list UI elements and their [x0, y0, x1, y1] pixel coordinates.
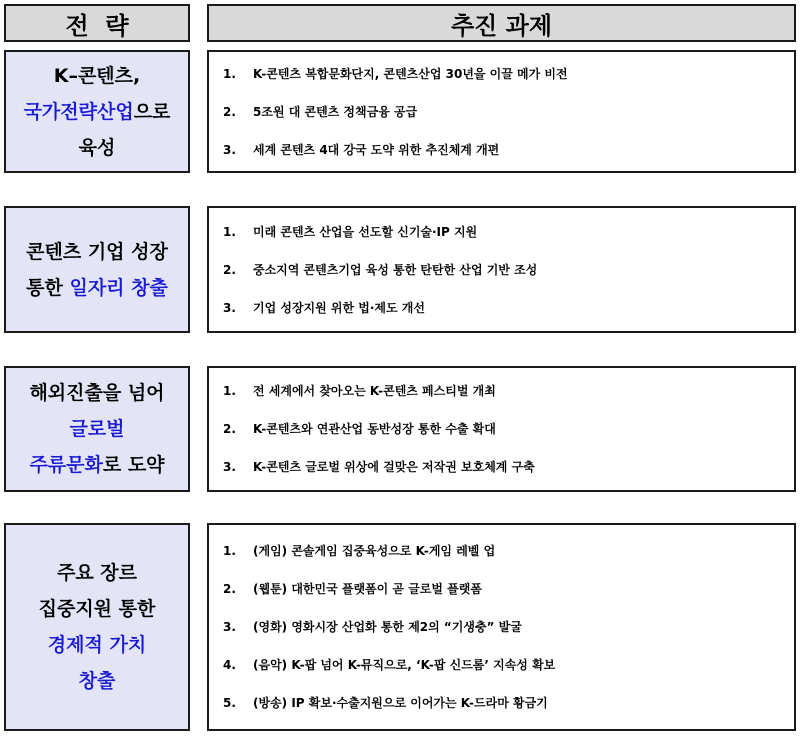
task-item	[223, 448, 794, 486]
strategy-text	[26, 234, 168, 306]
task-text: 중소지역 콘텐츠기업 육성 통한 탄탄한 산업 기반 조성	[253, 262, 538, 277]
task-number: 3.	[223, 142, 236, 157]
strategy-line	[39, 627, 156, 663]
strategy-segment: 콘텐츠 기업 성장	[26, 240, 168, 263]
task-item	[223, 608, 794, 646]
tasks-box-3	[207, 366, 796, 492]
tasks-box-4	[207, 523, 796, 731]
strategy-text	[39, 555, 156, 699]
strategy-line	[24, 94, 171, 130]
strategy-line	[26, 234, 168, 270]
task-item	[223, 289, 794, 327]
task-item	[223, 55, 794, 93]
strategy-line	[24, 58, 171, 94]
strategy-highlight: 국가전략산업	[23, 100, 134, 123]
strategy-text	[29, 375, 164, 483]
strategy-line	[29, 411, 164, 447]
tasks-box-2	[207, 206, 796, 333]
tasks-header-label: 추진 과제	[450, 11, 553, 40]
strategy-segment: K–콘텐츠,	[53, 64, 141, 87]
task-item	[223, 372, 794, 410]
task-text: K-콘텐츠와 연관산업 동반성장 통한 수출 확대	[253, 422, 496, 436]
strategy-segment: 로 도약	[102, 454, 165, 476]
task-number: 2.	[223, 262, 236, 277]
task-number: 1.	[223, 384, 236, 398]
task-text: 미래 콘텐츠 산업을 선도할 신기술·IP 지원	[253, 224, 478, 239]
strategy-line	[39, 663, 156, 699]
task-text: 5조원 대 콘텐츠 정책금융 공급	[253, 104, 418, 119]
task-text: (영화) 영화시장 산업화 통한 제2의 “기생충” 발굴	[253, 620, 522, 634]
strategy-box-3	[4, 366, 190, 492]
task-item	[223, 251, 794, 289]
tasks-header	[207, 4, 796, 42]
task-number: 2.	[223, 104, 236, 119]
task-text: (웹툰) 대한민국 플랫폼이 곧 글로벌 플랫폼	[253, 582, 482, 596]
strategy-line	[39, 591, 156, 627]
strategy-line	[24, 130, 171, 166]
strategy-box-2	[4, 206, 190, 333]
strategy-box-1	[4, 50, 190, 173]
strategy-highlight: 창출	[78, 670, 116, 692]
strategy-segment: 으로	[133, 100, 171, 123]
task-number: 1.	[223, 544, 236, 558]
strategy-highlight: 글로벌	[69, 418, 125, 440]
task-number: 1.	[223, 66, 236, 81]
strategy-highlight: 경제적 가치	[47, 634, 147, 656]
task-item	[223, 570, 794, 608]
strategy-header	[4, 4, 190, 42]
task-text: 세계 콘텐츠 4대 강국 도약 위한 추진체계 개편	[253, 142, 500, 157]
task-item	[223, 213, 794, 251]
strategy-segment: 주요 장르	[56, 562, 138, 584]
task-number: 5.	[223, 696, 236, 710]
task-text: (음악) K-팝 넘어 K-뮤직으로, ‘K-팝 신드롬’ 지속성 확보	[253, 658, 556, 672]
task-item	[223, 410, 794, 448]
task-number: 4.	[223, 658, 236, 672]
strategy-text	[24, 58, 171, 166]
task-number: 3.	[223, 620, 236, 634]
task-item	[223, 532, 794, 570]
strategy-segment: 통한	[26, 276, 70, 299]
task-number: 1.	[223, 224, 236, 239]
task-item	[223, 646, 794, 684]
task-item	[223, 93, 794, 131]
task-number: 2.	[223, 422, 236, 436]
strategy-line	[29, 375, 164, 411]
strategy-line	[39, 555, 156, 591]
task-item	[223, 131, 794, 169]
strategy-highlight: 주류문화	[29, 454, 103, 476]
task-number: 2.	[223, 582, 236, 596]
task-number: 3.	[223, 460, 236, 474]
strategy-line	[29, 447, 164, 483]
task-text: 기업 성장지원 위한 법·제도 개선	[253, 300, 425, 315]
task-item	[223, 684, 794, 722]
tasks-box-1	[207, 50, 796, 173]
strategy-header-label: 전 략	[65, 11, 129, 40]
strategy-box-4	[4, 523, 190, 731]
task-number: 3.	[223, 300, 236, 315]
strategy-segment: 육성	[78, 136, 116, 159]
strategy-segment: 해외진출을 넘어	[29, 382, 165, 404]
task-text: 전 세계에서 찾아오는 K-콘텐츠 페스티벌 개최	[253, 384, 496, 398]
task-text: K-콘텐츠 복합문화단지, 콘텐츠산업 30년을 이끌 메가 비전	[253, 66, 568, 81]
task-text: (게임) 콘솔게임 집중육성으로 K-게임 레벨 업	[253, 544, 496, 558]
task-text: (방송) IP 확보·수출지원으로 이어가는 K-드라마 황금기	[253, 696, 548, 710]
task-text: K-콘텐츠 글로벌 위상에 걸맞은 저작권 보호체계 구축	[253, 460, 535, 474]
strategy-segment: 집중지원 통한	[38, 598, 156, 620]
strategy-highlight: 일자리 창출	[69, 276, 168, 299]
strategy-line	[26, 270, 168, 306]
